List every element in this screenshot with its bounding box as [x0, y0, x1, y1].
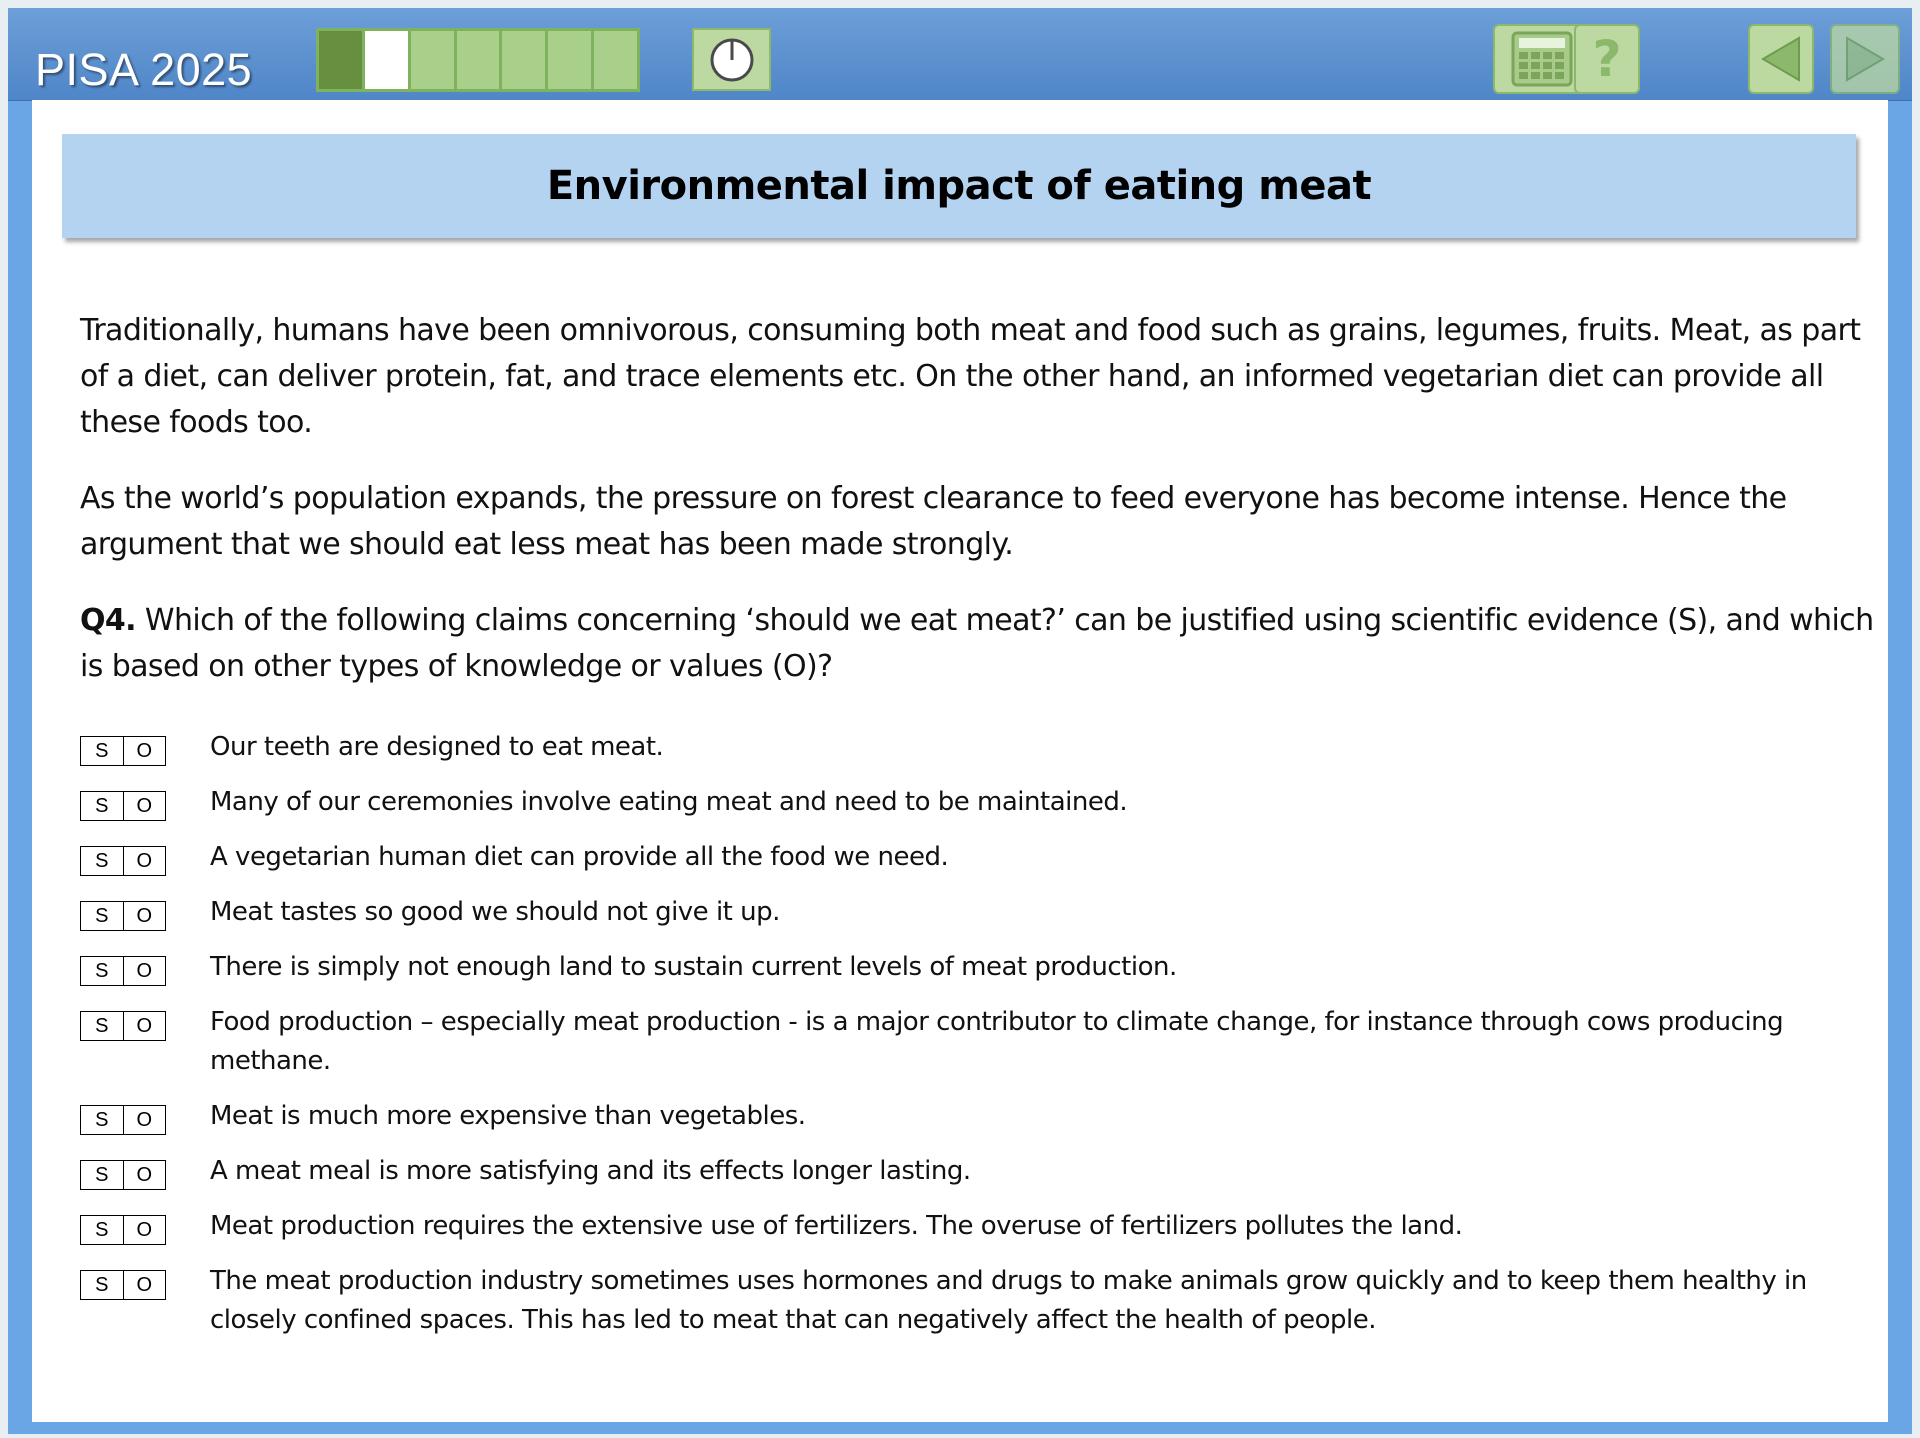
- option-s[interactable]: S: [81, 902, 124, 930]
- progress-segment: [457, 31, 503, 89]
- option-o[interactable]: O: [136, 1273, 153, 1296]
- timer-icon: [709, 37, 755, 83]
- option-s[interactable]: S: [81, 737, 124, 765]
- claim-item: [80, 1262, 1880, 1340]
- claim-item: [80, 1152, 1880, 1191]
- back-arrow-icon: [1757, 34, 1805, 84]
- help-icon: ?: [1592, 30, 1622, 88]
- option-o[interactable]: O: [136, 794, 153, 817]
- progress-segment: [594, 31, 637, 89]
- option-o[interactable]: O: [136, 959, 153, 982]
- so-selector: [80, 736, 166, 766]
- question-prompt: [80, 598, 1880, 690]
- progress-segment-current: [365, 31, 411, 89]
- option-s[interactable]: S: [81, 957, 124, 985]
- so-selector: [80, 1105, 166, 1135]
- option-s[interactable]: S: [81, 1106, 124, 1134]
- claim-item: [80, 1003, 1880, 1081]
- stimulus-paragraph-2: As the world’s population expands, the pressure on forest clearance to feed everyone has become intense. Hence the argument that we should eat less meat has been made strongly.: [80, 481, 1787, 562]
- so-selector: [80, 1270, 166, 1300]
- claim-item: [80, 783, 1880, 822]
- so-selector: [80, 901, 166, 931]
- claim-text: Many of our ceremonies involve eating meat and need to be maintained.: [210, 787, 1128, 817]
- option-s[interactable]: S: [81, 847, 124, 875]
- back-button[interactable]: [1748, 24, 1814, 94]
- progress-segment: [548, 31, 594, 89]
- top-toolbar: [8, 8, 1912, 101]
- title-banner: [62, 134, 1856, 238]
- claim-text: The meat production industry sometimes uses hormones and drugs to make animals grow quickly and to keep them healthy in closely confined spaces. This has led to meat that can negatively affect the health of people.: [210, 1266, 1807, 1335]
- so-selector: [80, 1011, 166, 1041]
- option-o[interactable]: O: [136, 739, 153, 762]
- stimulus-paragraph-1: Traditionally, humans have been omnivorous, consuming both meat and food such as grains, legumes, fruits. Meat, as part of a diet, can deliver protein, fat, and trace elements etc. On the other hand, an informed vegetarian diet can provide all these foods too.: [80, 313, 1861, 440]
- forward-button[interactable]: [1830, 24, 1900, 94]
- claim-item: [80, 838, 1880, 877]
- claim-text: Our teeth are designed to eat meat.: [210, 732, 664, 762]
- app-title: PISA 2025: [35, 44, 253, 95]
- option-o[interactable]: O: [136, 849, 153, 872]
- progress-segment: [411, 31, 457, 89]
- so-selector: [80, 1160, 166, 1190]
- claim-text: Food production – especially meat production - is a major contributor to climate change, for instance through cows producing methane.: [210, 1007, 1784, 1076]
- timer-button[interactable]: [692, 28, 771, 91]
- claim-item: [80, 1207, 1880, 1246]
- question-number: Q4.: [80, 603, 136, 638]
- option-s[interactable]: S: [81, 1271, 124, 1299]
- option-o[interactable]: O: [136, 1218, 153, 1241]
- claim-text: Meat production requires the extensive use of fertilizers. The overuse of fertilizers pollutes the land.: [210, 1211, 1463, 1241]
- option-s[interactable]: S: [81, 1216, 124, 1244]
- so-selector: [80, 791, 166, 821]
- option-o[interactable]: O: [136, 1163, 153, 1186]
- question-text: Which of the following claims concerning ‘should we eat meat?’ can be justified using scientific evidence (S), and which is based on other types of knowledge or values (O)?: [80, 603, 1874, 684]
- progress-segment: [502, 31, 548, 89]
- claim-text: A vegetarian human diet can provide all the food we need.: [210, 842, 949, 872]
- claim-text: There is simply not enough land to sustain current levels of meat production.: [210, 952, 1177, 982]
- option-o[interactable]: O: [136, 904, 153, 927]
- claims-list: [80, 728, 1880, 1356]
- question-panel: [32, 100, 1888, 1422]
- help-button[interactable]: [1574, 24, 1640, 94]
- so-selector: [80, 956, 166, 986]
- forward-arrow-icon: [1841, 34, 1889, 84]
- claim-item: [80, 728, 1880, 767]
- option-o[interactable]: O: [136, 1014, 153, 1037]
- so-selector: [80, 1215, 166, 1245]
- so-selector: [80, 846, 166, 876]
- app-frame: [8, 8, 1912, 1434]
- claim-item: [80, 893, 1880, 932]
- progress-bar: [316, 28, 640, 92]
- claim-text: Meat is much more expensive than vegetables.: [210, 1101, 806, 1131]
- option-s[interactable]: S: [81, 1012, 124, 1040]
- claim-text: A meat meal is more satisfying and its effects longer lasting.: [210, 1156, 971, 1186]
- page-title: Environmental impact of eating meat: [546, 163, 1372, 209]
- claim-text: Meat tastes so good we should not give it up.: [210, 897, 780, 927]
- calculator-icon: [1511, 31, 1573, 87]
- option-o[interactable]: O: [136, 1108, 153, 1131]
- option-s[interactable]: S: [81, 1161, 124, 1189]
- progress-segment: [319, 31, 365, 89]
- claim-item: [80, 948, 1880, 987]
- option-s[interactable]: S: [81, 792, 124, 820]
- claim-item: [80, 1097, 1880, 1136]
